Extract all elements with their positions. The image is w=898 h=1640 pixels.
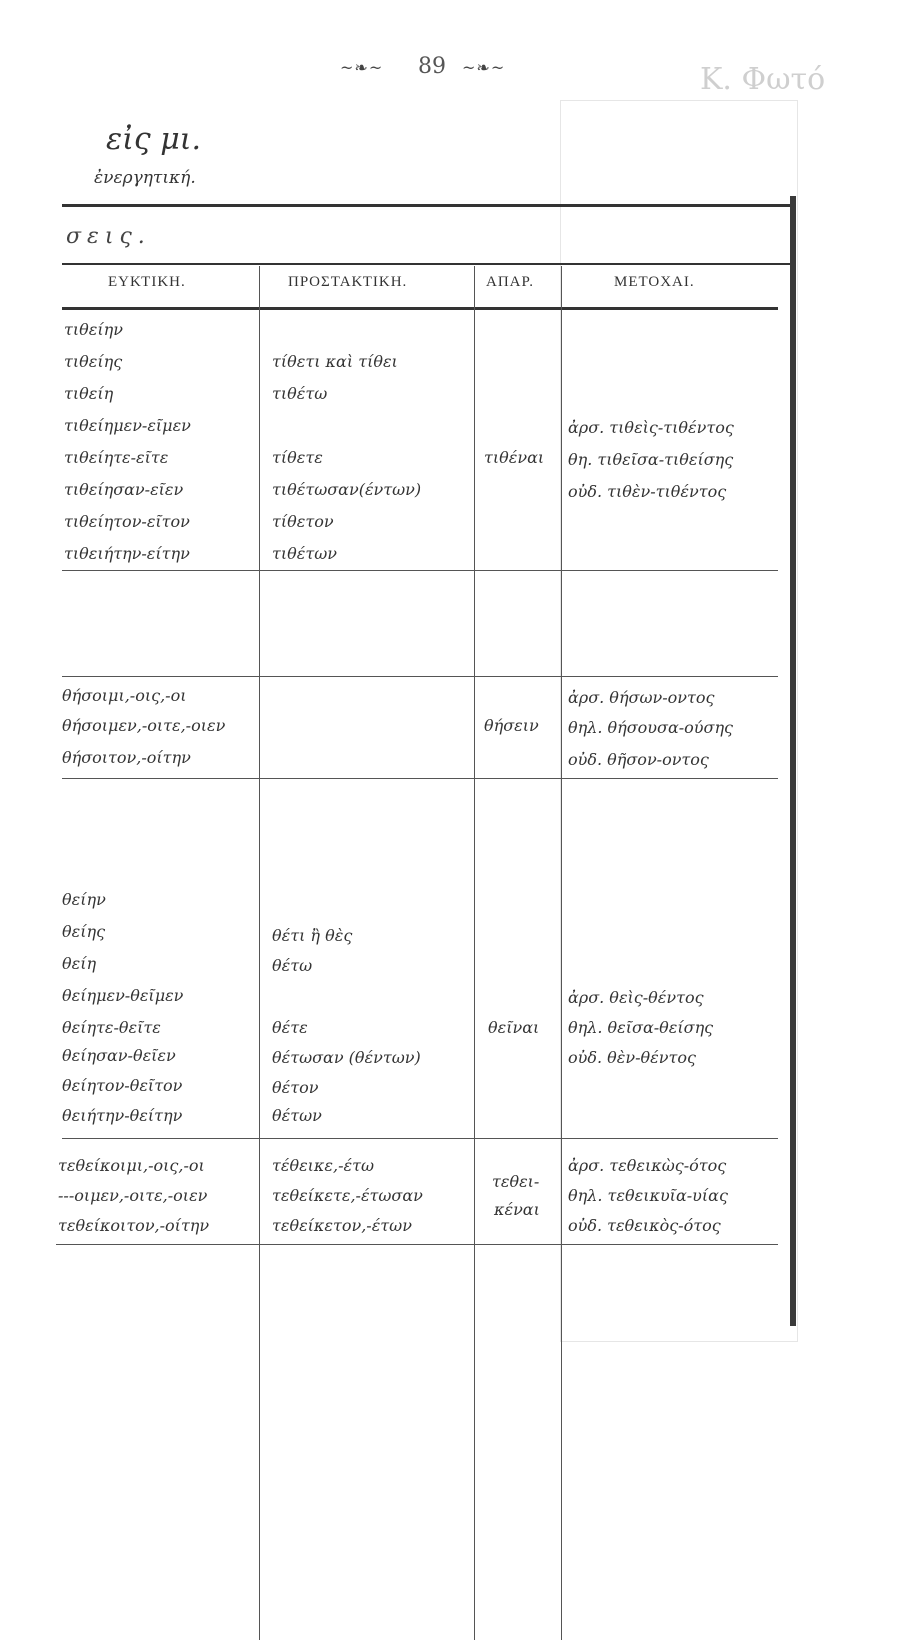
bleed-through-text: Κ. Φωτό	[700, 62, 826, 97]
participle-form: ἀρσ. τιθεὶς-τιθέντος	[568, 418, 734, 437]
infinitive-form-part2: κέναι	[494, 1200, 540, 1219]
column-divider-1	[259, 266, 260, 1640]
imperative-form: θέτον	[272, 1078, 319, 1097]
optative-form: θείην	[62, 890, 106, 909]
participle-form: οὐδ. τεθεικὸς-ότος	[568, 1216, 721, 1235]
optative-form: τιθείημεν-εῖμεν	[64, 416, 191, 435]
column-header-participles: ΜΕΤΟΧΑΙ.	[614, 274, 695, 290]
section-rule	[56, 1244, 778, 1245]
optative-form: τιθείην	[64, 320, 123, 339]
optative-form: θείημεν-θεῖμεν	[62, 986, 184, 1005]
participle-form: θη. τιθεῖσα-τιθείσης	[568, 450, 734, 469]
imperative-form: τιθέτων	[272, 544, 337, 563]
participle-form: οὐδ. θὲν-θέντος	[568, 1048, 696, 1067]
optative-form: τιθείη	[64, 384, 114, 403]
column-header-infinitive: ΑΠΑΡ.	[486, 274, 534, 290]
imperative-form: τεθείκετον,-έτων	[272, 1216, 412, 1235]
participle-form: ἀρσ. τεθεικὼς-ότος	[568, 1156, 727, 1175]
optative-form: τιθειήτην-είτην	[64, 544, 190, 563]
imperative-form: θέτων	[272, 1106, 322, 1125]
optative-form: θείησαν-θεῖεν	[62, 1046, 176, 1065]
section-rule	[62, 570, 778, 571]
participle-form: ἀρσ. θεὶς-θέντος	[568, 988, 704, 1007]
optative-form: θείητε-θεῖτε	[62, 1018, 161, 1037]
title-rule	[62, 204, 790, 207]
optative-form: ---οιμεν,-οιτε,-οιεν	[58, 1186, 208, 1205]
imperative-form: τιθέτωσαν(έντων)	[272, 480, 422, 499]
participle-form: οὐδ. τιθὲν-τιθέντος	[568, 482, 727, 501]
imperative-form: τέθεικε,-έτω	[272, 1156, 374, 1175]
imperative-form: τίθετε	[272, 448, 323, 467]
infinitive-form: τιθέναι	[484, 448, 545, 467]
infinitive-form: θήσειν	[484, 716, 539, 735]
column-divider-2	[474, 266, 475, 1640]
column-header-imperative: ΠΡΟΣΤΑΚΤΙΚΗ.	[288, 274, 408, 290]
optative-form: θείη	[62, 954, 97, 973]
column-header-optative: ΕΥΚΤΙΚΗ.	[108, 274, 186, 290]
imperative-form: τεθείκετε,-έτωσαν	[272, 1186, 423, 1205]
conjugation-suffix: σεις.	[66, 224, 151, 249]
table-right-border	[790, 196, 796, 1326]
imperative-form: τιθέτω	[272, 384, 328, 403]
participle-form: θηλ. τεθεικυῖα-υίας	[568, 1186, 728, 1205]
ornament-left: ~❧~	[340, 58, 384, 77]
section-rule	[62, 1138, 778, 1139]
optative-form: τιθείησαν-εῖεν	[64, 480, 184, 499]
optative-form: θειήτην-θείτην	[62, 1106, 183, 1125]
optative-form: θήσοιμι,-οις,-οι	[62, 686, 187, 705]
section-title: εἰς μι.	[106, 122, 201, 157]
page-number: 89	[418, 54, 446, 79]
section-rule	[62, 676, 778, 677]
participle-form: θηλ. θήσουσα-ούσης	[568, 718, 733, 737]
optative-form: τιθείης	[64, 352, 123, 371]
participle-form: ἀρσ. θήσων-οντος	[568, 688, 715, 707]
header-rule-bottom	[62, 307, 778, 310]
optative-form: θείητον-θεῖτον	[62, 1076, 183, 1095]
imperative-form: θέτι ἢ θὲς	[272, 926, 353, 945]
section-rule	[62, 778, 778, 779]
optative-form: τιθείητε-εῖτε	[64, 448, 169, 467]
imperative-form: τίθετι καὶ τίθει	[272, 352, 398, 371]
header-rule-top	[62, 263, 790, 265]
imperative-form: θέτωσαν (θέντων)	[272, 1048, 421, 1067]
voice-label: ἐνεργητική.	[94, 168, 196, 188]
optative-form: θήσοιτον,-οίτην	[62, 748, 191, 767]
optative-form: θείης	[62, 922, 106, 941]
participle-form: θηλ. θεῖσα-θείσης	[568, 1018, 714, 1037]
ornament-right: ~❧~	[462, 58, 506, 77]
infinitive-form-part1: τεθει-	[492, 1172, 540, 1191]
imperative-form: θέτε	[272, 1018, 308, 1037]
infinitive-form: θεῖναι	[488, 1018, 540, 1037]
imperative-form: θέτω	[272, 956, 313, 975]
optative-form: τιθείητον-εῖτον	[64, 512, 190, 531]
optative-form: θήσοιμεν,-οιτε,-οιεν	[62, 716, 226, 735]
optative-form: τεθείκοιτον,-οίτην	[58, 1216, 210, 1235]
optative-form: τεθείκοιμι,-οις,-οι	[58, 1156, 205, 1175]
column-divider-3	[561, 266, 562, 1640]
imperative-form: τίθετον	[272, 512, 334, 531]
participle-form: οὐδ. θῆσον-οντος	[568, 750, 709, 769]
